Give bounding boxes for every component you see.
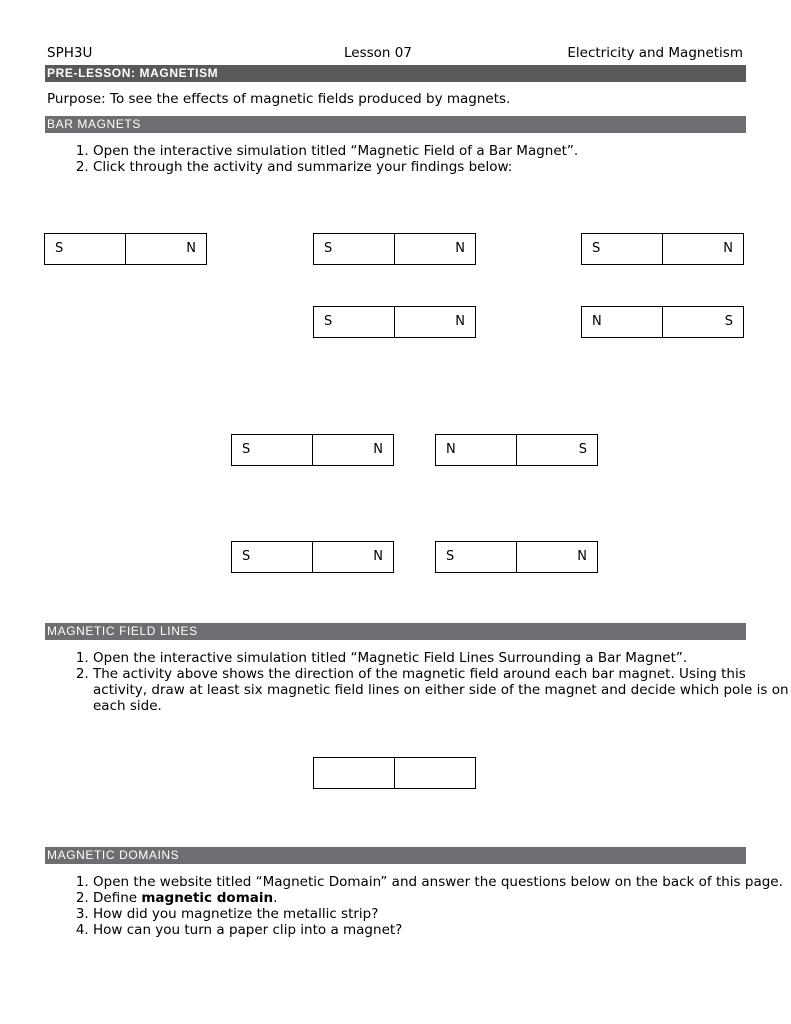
magnet-left-pole xyxy=(314,307,395,337)
field-lines-steps xyxy=(47,650,791,714)
bar-magnet xyxy=(581,233,744,265)
define-prefix: Define xyxy=(93,890,142,906)
pole-label: S xyxy=(592,241,601,256)
pole-label: N xyxy=(373,549,383,564)
pole-label: N xyxy=(455,314,465,329)
pole-label: S xyxy=(242,442,251,457)
purpose-text: Purpose: To see the effects of magnetic fields produced by magnets. xyxy=(47,91,511,107)
bar-magnets-steps xyxy=(47,143,791,175)
magnet-left-pole xyxy=(232,542,313,572)
list-item: 4. How can you turn a paper clip into a magnet? xyxy=(93,922,791,938)
magnet-right-pole xyxy=(663,234,744,264)
list-item xyxy=(93,890,791,906)
magnet-right-pole xyxy=(517,435,598,465)
bar-magnet xyxy=(231,434,394,466)
bar-magnet xyxy=(313,306,476,338)
section-heading-field-lines: MAGNETIC FIELD LINES xyxy=(45,623,746,640)
magnet-right-pole xyxy=(313,542,394,572)
pole-label: S xyxy=(724,314,733,329)
magnet-right-pole xyxy=(517,542,598,572)
magnet-right-pole xyxy=(313,435,394,465)
magnet-left-pole xyxy=(314,234,395,264)
list-item: 3. How did you magnetize the metallic strip? xyxy=(93,906,791,922)
pole-label: N xyxy=(592,314,602,329)
section-heading-bar-magnets: BAR MAGNETS xyxy=(45,116,746,133)
magnet-left-pole xyxy=(582,307,663,337)
pole-label: S xyxy=(324,241,333,256)
pole-label: N xyxy=(186,241,196,256)
blank-bar-magnet xyxy=(313,757,476,789)
list-item: 1. Open the interactive simulation titled “Magnetic Field Lines Surrounding a Bar Magnet”. xyxy=(93,650,791,666)
domains-steps xyxy=(47,874,791,938)
pole-label: N xyxy=(723,241,733,256)
magnet-right-pole xyxy=(395,307,476,337)
course-code: SPH3U xyxy=(47,45,93,61)
lesson-number: Lesson 07 xyxy=(344,45,412,61)
list-item: 1. Open the interactive simulation titled “Magnetic Field of a Bar Magnet”. xyxy=(93,143,791,159)
pole-label: S xyxy=(55,241,64,256)
pole-label: N xyxy=(455,241,465,256)
pole-label: S xyxy=(324,314,333,329)
bar-magnet xyxy=(313,233,476,265)
list-item: 2. The activity above shows the direction of the magnetic field around each bar magnet. Using this activity, draw at least six magnetic field lines on either side of the magnet and decide which pole is on each side. xyxy=(93,666,791,714)
magnet-right-pole xyxy=(395,758,476,788)
pole-label: S xyxy=(446,549,455,564)
list-item: 1. Open the website titled “Magnetic Domain” and answer the questions below on the back of this page. xyxy=(93,874,791,890)
pole-label: N xyxy=(446,442,456,457)
bar-magnet xyxy=(44,233,207,265)
bar-magnet xyxy=(581,306,744,338)
pole-label: N xyxy=(373,442,383,457)
list-item: 2. Click through the activity and summarize your findings below: xyxy=(93,159,791,175)
magnet-left-pole xyxy=(436,435,517,465)
magnet-right-pole xyxy=(395,234,476,264)
magnet-left-pole xyxy=(232,435,313,465)
define-end: . xyxy=(273,890,278,906)
magnet-right-pole xyxy=(126,234,207,264)
page-title-bar: PRE-LESSON: MAGNETISM xyxy=(45,65,746,82)
magnet-left-pole xyxy=(314,758,395,788)
bar-magnet xyxy=(231,541,394,573)
bar-magnet xyxy=(435,541,598,573)
magnet-left-pole xyxy=(436,542,517,572)
section-heading-domains: MAGNETIC DOMAINS xyxy=(45,847,746,864)
pole-label: N xyxy=(577,549,587,564)
bar-magnet xyxy=(435,434,598,466)
magnet-left-pole xyxy=(45,234,126,264)
pole-label: S xyxy=(578,442,587,457)
magnet-right-pole xyxy=(663,307,744,337)
magnet-left-pole xyxy=(582,234,663,264)
pole-label: S xyxy=(242,549,251,564)
unit-title: Electricity and Magnetism xyxy=(567,45,743,61)
define-term: magnetic domain xyxy=(141,890,274,906)
